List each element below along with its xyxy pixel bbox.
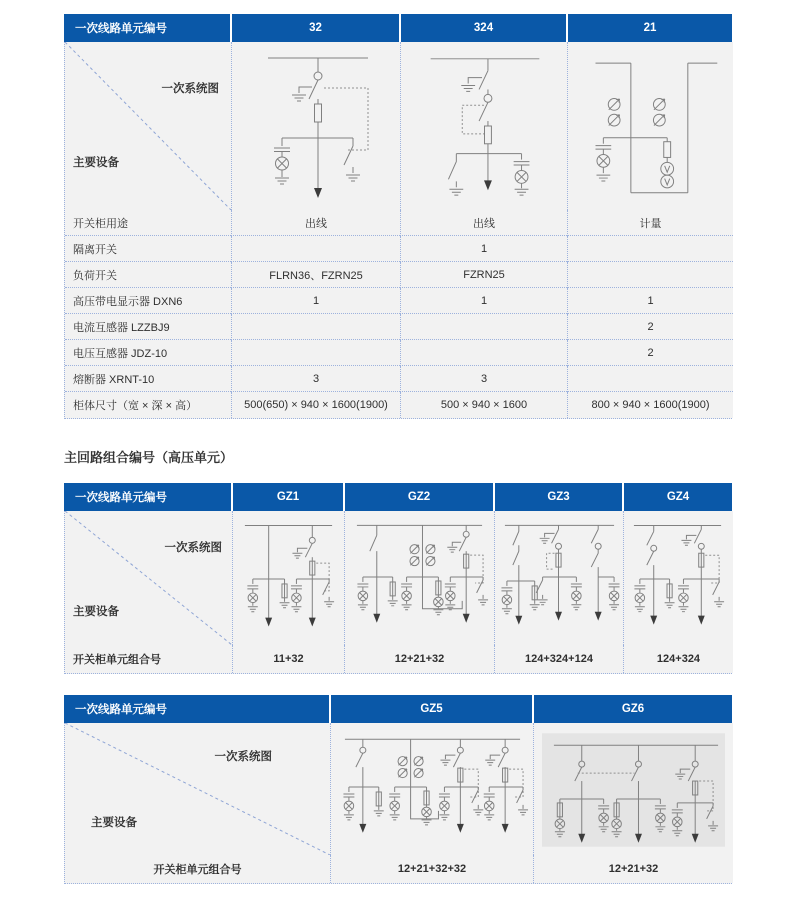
cell-value: 1 <box>567 288 733 314</box>
table1-header-label: 一次线路单元编号 <box>75 23 167 35</box>
main-equipment-label: 主要设备 <box>73 157 119 169</box>
cell-value: 计量 <box>567 210 733 236</box>
cell-value <box>567 236 733 262</box>
column-header-gz4: GZ4 <box>622 483 732 511</box>
diagram-cell-gz2 <box>344 511 494 645</box>
cell-value: 2 <box>567 340 733 366</box>
table-row <box>65 340 731 366</box>
table1-header-row <box>64 14 732 42</box>
column-header-324: 324 <box>399 14 566 42</box>
circuit-diagram-gz1 <box>233 511 344 645</box>
cell-value: 2 <box>567 314 733 340</box>
cell-value: 1 <box>400 236 567 262</box>
table-row <box>65 236 731 262</box>
diagonal-divider <box>65 42 231 210</box>
table2-header-row <box>64 483 732 511</box>
row-label: 柜体尺寸（宽 × 深 × 高） <box>65 392 231 418</box>
table-row <box>65 210 731 236</box>
column-header-gz1: GZ1 <box>231 483 343 511</box>
diagram-cell-324 <box>400 42 567 210</box>
table3-header-row <box>64 695 732 723</box>
unit-spec-table <box>64 14 732 419</box>
cell-value <box>400 340 567 366</box>
cell-value: 3 <box>231 366 400 392</box>
cell-value <box>400 314 567 340</box>
diagram-cell-32 <box>231 42 400 210</box>
row-label: 熔断器 XRNT-10 <box>65 366 231 392</box>
column-header-gz2: GZ2 <box>343 483 493 511</box>
table3-combo-row <box>65 855 731 883</box>
table-row <box>65 366 731 392</box>
diagram-axis-cell <box>65 42 231 210</box>
cell-value <box>231 236 400 262</box>
combo-table-gz5-gz6 <box>64 695 732 884</box>
table-row <box>65 392 731 418</box>
circuit-diagram-gz4 <box>624 511 733 645</box>
row-label: 电流互感器 LZZBJ9 <box>65 314 231 340</box>
circuit-diagram-gz2 <box>345 511 494 645</box>
combo-value: 124+324+124 <box>494 645 623 673</box>
circuit-diagram-324 <box>401 42 567 210</box>
cell-value: 500 × 940 × 1600 <box>400 392 567 418</box>
row-label: 电压互感器 JDZ-10 <box>65 340 231 366</box>
table2-combo-row <box>65 645 731 673</box>
table2-diagram-row <box>65 511 731 645</box>
section-title: 主回路组合编号（高压单元） <box>64 450 234 465</box>
row-label: 负荷开关 <box>65 262 231 288</box>
combo-value: 12+21+32+32 <box>330 855 533 883</box>
diagonal-divider <box>65 511 232 645</box>
table2-header-label: 一次线路单元编号 <box>75 492 167 504</box>
system-diagram-label: 一次系统图 <box>164 542 222 554</box>
diagram-cell-gz3 <box>494 511 623 645</box>
diagonal-divider <box>65 723 330 855</box>
combo-row-label: 开关柜单元组合号 <box>65 855 330 883</box>
table3-diagram-row <box>65 723 731 855</box>
table-row <box>65 314 731 340</box>
cell-value: 出线 <box>400 210 567 236</box>
cell-value <box>567 366 733 392</box>
column-header-gz5: GZ5 <box>329 695 532 723</box>
cell-value: 1 <box>400 288 567 314</box>
circuit-diagram-21 <box>568 42 733 210</box>
diagram-cell-gz4 <box>623 511 733 645</box>
diagram-cell-21 <box>567 42 733 210</box>
combo-row-label: 开关柜单元组合号 <box>65 645 232 673</box>
diagram-axis-cell <box>65 723 330 855</box>
circuit-diagram-gz6 <box>534 723 733 855</box>
table-row <box>65 288 731 314</box>
diagram-cell-gz5 <box>330 723 533 855</box>
column-header-32: 32 <box>230 14 399 42</box>
main-equipment-label: 主要设备 <box>91 817 137 829</box>
combo-value: 11+32 <box>232 645 344 673</box>
row-label: 高压带电显示器 DXN6 <box>65 288 231 314</box>
cell-value <box>567 262 733 288</box>
cell-value: FZRN25 <box>400 262 567 288</box>
circuit-diagram-gz5 <box>331 723 533 855</box>
column-header-21: 21 <box>566 14 732 42</box>
table-row <box>65 262 731 288</box>
cell-value: FLRN36、FZRN25 <box>231 262 400 288</box>
row-label: 开关柜用途 <box>65 210 231 236</box>
main-equipment-label: 主要设备 <box>73 606 119 618</box>
table3-header-label: 一次线路单元编号 <box>75 704 167 716</box>
circuit-diagram-32 <box>232 42 400 210</box>
cell-value: 1 <box>231 288 400 314</box>
cell-value: 800 × 940 × 1600(1900) <box>567 392 733 418</box>
combo-value: 124+324 <box>623 645 733 673</box>
table1-diagram-row <box>65 42 731 210</box>
combo-value: 12+21+32 <box>533 855 733 883</box>
diagram-cell-gz1 <box>232 511 344 645</box>
row-label: 隔离开关 <box>65 236 231 262</box>
diagram-cell-gz6 <box>533 723 733 855</box>
column-header-gz6: GZ6 <box>532 695 732 723</box>
cell-value: 3 <box>400 366 567 392</box>
cell-value <box>231 340 400 366</box>
system-diagram-label: 一次系统图 <box>214 751 272 763</box>
circuit-diagram-gz3 <box>495 511 623 645</box>
cell-value: 出线 <box>231 210 400 236</box>
diagram-axis-cell <box>65 511 232 645</box>
system-diagram-label: 一次系统图 <box>161 83 219 95</box>
cell-value: 500(650) × 940 × 1600(1900) <box>231 392 400 418</box>
column-header-gz3: GZ3 <box>493 483 622 511</box>
cell-value <box>231 314 400 340</box>
combo-table-gz1-gz4 <box>64 483 732 674</box>
combo-value: 12+21+32 <box>344 645 494 673</box>
